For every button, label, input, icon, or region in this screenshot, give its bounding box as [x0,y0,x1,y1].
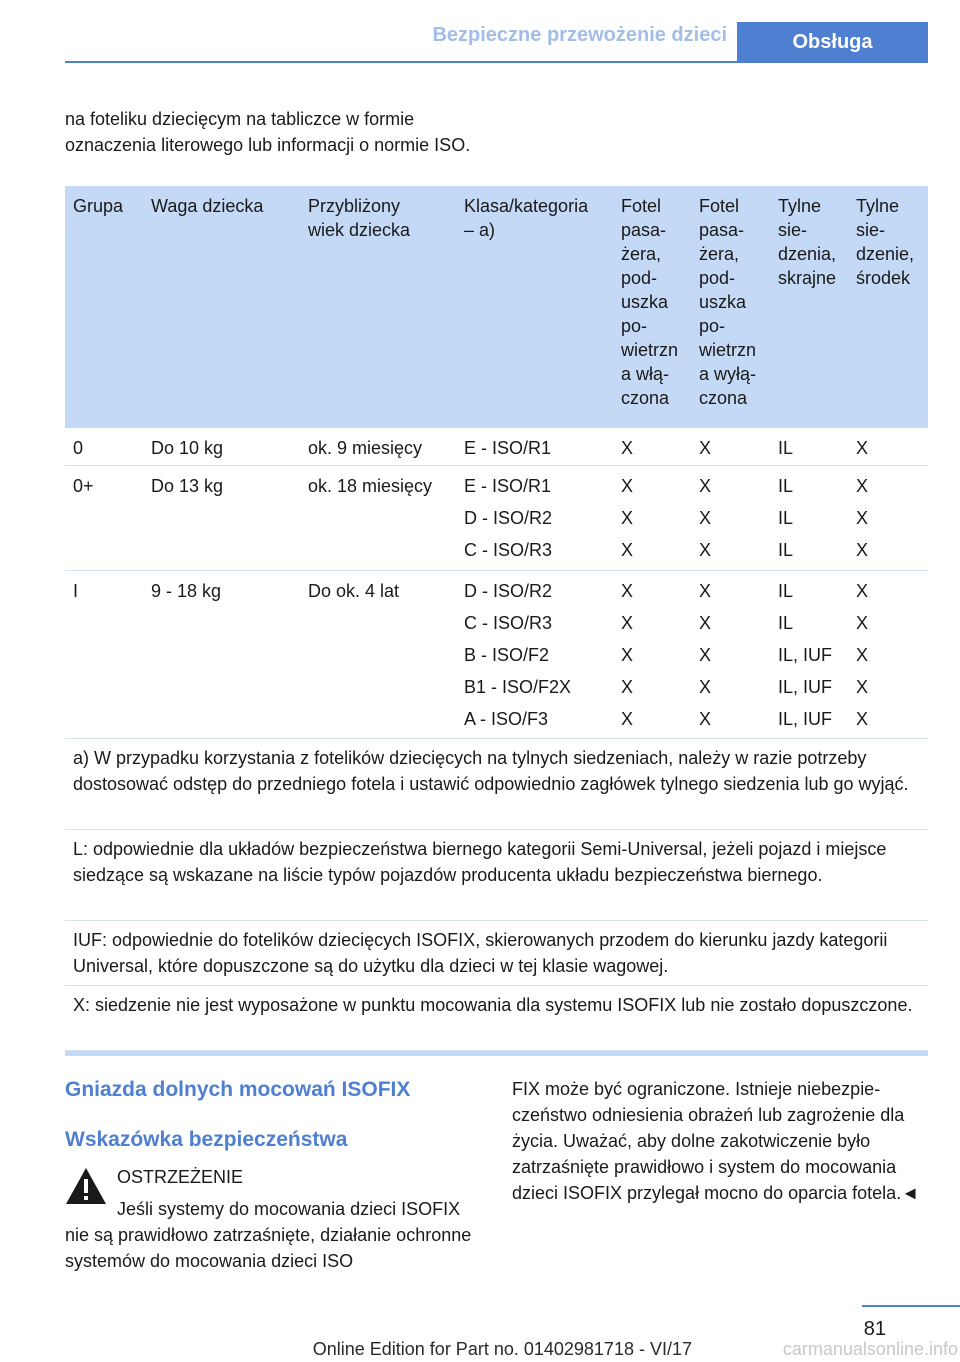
table-bottom-rule [65,1051,928,1056]
cell-age: ok. 18 miesięcy [308,476,433,496]
intro-paragraph: na foteliku dziecięcym na tabliczce w formie oznaczenia literowego lub informacji o normie ISO. [65,109,471,155]
cell-age: ok. 9 miesięcy [308,438,423,458]
cell-passenger-on: X [621,438,634,458]
child-seat-table [65,186,928,1056]
warning-title: OSTRZEŻENIE [117,1167,244,1187]
page-number: 81 [863,1318,886,1340]
cell-weight: Do 13 kg [151,476,224,496]
cell-passenger-on: X X X X X [621,581,634,729]
table-footnote: L: odpowiednie dla układów bezpieczeństwa biernego kategorii Semi-Universal, jeżeli pojazd i miejsce siedzące są wskazane na liście typów pojazdów producenta układu bezpieczeństwa biernego. [65,830,928,921]
table-footnote: X: siedzenie nie jest wyposażone w punktu mocowania dla systemu ISOFIX lub nie zostało dopuszczone. [65,986,928,1051]
warning-continued: FIX może być ograniczone. Istnieje niebezpieczeństwo odniesienia obrażeń lub zagrożenie dla życia. Uważać, aby dolne zakotwiczenie było zatrzaśnięte prawidłowo i system do mocowania dzieci ISOFIX przylegał mocno do oparcia fotela.◄ [512,1079,920,1203]
table-row [65,571,928,739]
header-rear-middle: Tylne sie- dzenie, środek [856,196,915,288]
header-age: Przybliżony wiek dziecka [308,196,411,240]
cell-rear-middle: X X X [856,476,869,560]
header-rule [65,61,928,63]
cell-rear-outer: IL IL IL [778,476,794,560]
cell-age: Do ok. 4 lat [308,581,400,601]
cell-weight: Do 10 kg [151,438,224,458]
table-row [65,428,928,466]
cell-class: E - ISO/R1 [464,438,552,458]
cell-rear-outer: IL [778,438,794,458]
warning-body: Jeśli systemy do mocowania dzieci ISOFIX nie są prawidłowo zatrzaśnięte, działanie ochronne systemów do mocowania dzieci ISO [65,1199,472,1271]
table-footnote: IUF: odpowiednie do fotelików dziecięcych ISOFIX, skierowanych przodem do kierunku jazdy kategorii Universal, które dopuszczone są do użytku dla dzieci w tej klasie wagowej. [65,921,928,986]
cell-passenger-on: X X X [621,476,634,560]
cell-weight: 9 - 18 kg [151,581,222,601]
cell-class: D - ISO/R2 C - ISO/R3 B - ISO/F2 B1 - ISO/F2X A - ISO/F3 [464,581,572,729]
table-row [65,466,928,571]
section-subheading: Wskazówka bezpieczeństwa [65,1128,348,1151]
cell-group: I [73,581,79,601]
footer-rule [862,1305,960,1307]
running-header-tab: Obsługa [737,22,928,63]
edition-line: Online Edition for Part no. 01402981718 - VI/17 [312,1339,692,1359]
running-header-section: Bezpieczne przewożenie dzieci [432,24,727,46]
table-footnote: a) W przypadku korzystania z fotelików dziecięcych na tylnych siedzeniach, należy w razie potrzeby dostosować odstęp do przedniego fotela i ustawić odpowiednio zagłówek tylnego siedzenia lub go wyjąć. [65,739,928,830]
cell-passenger-off: X X X [699,476,712,560]
cell-rear-middle: X [856,438,869,458]
header-passenger-airbag-on: Fotel pasa- żera, pod- uszka po- wietrzn a włą- czona [621,196,679,408]
cell-class: E - ISO/R1 D - ISO/R2 C - ISO/R3 [464,476,553,560]
cell-passenger-off: X X X X X [699,581,712,729]
cell-group: 0+ [73,476,94,496]
cell-passenger-off: X [699,438,712,458]
cell-group: 0 [73,438,84,458]
watermark: carmanualsonline.info [782,1339,958,1359]
header-weight: Waga dziecka [151,196,264,216]
header-passenger-airbag-off: Fotel pasa- żera, pod- uszka po- wietrzn a wyłą- czona [699,196,757,408]
header-class: Klasa/kategoria – a) [464,196,589,240]
header-group: Grupa [73,196,124,216]
cell-rear-middle: X X X X X [856,581,869,729]
section-heading: Gniazda dolnych mocowań ISOFIX [65,1078,411,1101]
cell-rear-outer: IL IL IL, IUF IL, IUF IL, IUF [778,581,833,729]
table-header-row [65,186,928,428]
header-rear-outer: Tylne sie- dzenia, skrajne [778,196,837,288]
